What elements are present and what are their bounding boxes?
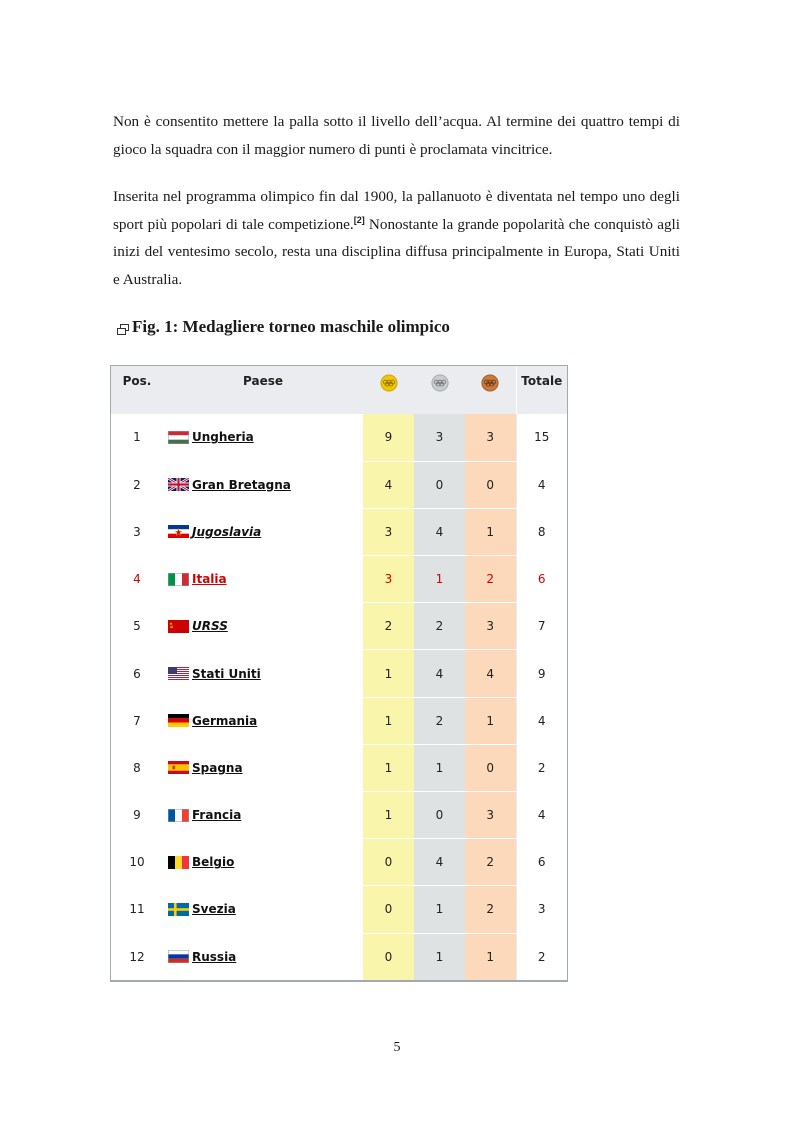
header-bronze xyxy=(465,366,516,414)
reference-link[interactable]: [2] xyxy=(353,214,365,225)
cell-country xyxy=(163,603,363,650)
country-link[interactable]: Belgio xyxy=(192,855,235,870)
cell-bronze: 1 xyxy=(465,933,516,980)
table-row-highlighted xyxy=(111,556,567,603)
cell-country xyxy=(163,697,363,744)
flag-hungary-icon xyxy=(168,431,189,444)
cell-total: 6 xyxy=(516,556,567,603)
flag-usa-icon xyxy=(168,667,189,680)
flag-ussr-icon xyxy=(168,620,189,633)
cell-bronze: 0 xyxy=(465,461,516,508)
cell-pos: 2 xyxy=(111,461,163,508)
country-link[interactable]: Jugoslavia xyxy=(192,524,262,539)
cell-pos: 6 xyxy=(111,650,163,697)
cell-silver: 1 xyxy=(414,744,465,791)
cell-silver: 4 xyxy=(414,508,465,555)
paragraph-history-part1: Inserita nel programma olimpico fin dal 1900, la pallanuoto è diventata nel tempo uno degli sport più popolari di tale competizione. xyxy=(113,188,680,233)
figure-caption xyxy=(116,314,450,340)
paragraph-history xyxy=(113,183,680,293)
table-row xyxy=(111,650,567,697)
flag-great-britain-icon xyxy=(168,478,189,491)
country-link[interactable]: Gran Bretagna xyxy=(192,477,291,492)
country-link[interactable]: Ungheria xyxy=(192,430,254,445)
cell-gold: 1 xyxy=(363,697,414,744)
cell-country xyxy=(163,414,363,461)
header-pos: Pos. xyxy=(111,366,163,414)
header-gold xyxy=(363,366,414,414)
cell-pos: 4 xyxy=(111,556,163,603)
cell-silver: 3 xyxy=(414,414,465,461)
country-link[interactable]: URSS xyxy=(192,619,228,634)
paragraph-rules: Non è consentito mettere la palla sotto il livello dell’acqua. Al termine dei quattro tempi di gioco la squadra con il maggior numero di punti è proclamata vincitrice. xyxy=(113,113,680,158)
table-row xyxy=(111,886,567,933)
cell-pos: 8 xyxy=(111,744,163,791)
cell-country xyxy=(163,461,363,508)
silver-medal-icon xyxy=(431,374,449,392)
country-link[interactable]: Stati Uniti xyxy=(192,666,261,681)
cell-pos: 7 xyxy=(111,697,163,744)
cell-silver: 1 xyxy=(414,933,465,980)
cell-silver: 1 xyxy=(414,886,465,933)
cell-gold: 0 xyxy=(363,886,414,933)
header-paese: Paese xyxy=(163,366,363,414)
paragraph-history-part2: Nonostante la grande popolarità che conquistò agli inizi del ventesimo secolo, resta una disciplina diffusa principalmente in Europa, Stati Uniti e Australia. xyxy=(113,215,680,288)
cell-country xyxy=(163,508,363,555)
flag-france-icon xyxy=(168,809,189,822)
flag-germany-icon xyxy=(168,714,189,727)
flag-belgium-icon xyxy=(168,856,189,869)
table-row xyxy=(111,792,567,839)
cell-country xyxy=(163,556,363,603)
flag-sweden-icon xyxy=(168,903,189,916)
cell-bronze: 4 xyxy=(465,650,516,697)
medal-table xyxy=(111,366,567,980)
cell-total: 9 xyxy=(516,650,567,697)
cell-gold: 9 xyxy=(363,414,414,461)
cell-pos: 9 xyxy=(111,792,163,839)
cell-country xyxy=(163,886,363,933)
cell-gold: 1 xyxy=(363,792,414,839)
cell-silver: 0 xyxy=(414,792,465,839)
table-header-row xyxy=(111,366,567,414)
cell-bronze: 2 xyxy=(465,839,516,886)
cell-gold: 2 xyxy=(363,603,414,650)
cell-silver: 1 xyxy=(414,556,465,603)
cell-bronze: 3 xyxy=(465,792,516,839)
window-icon xyxy=(116,323,130,337)
cell-pos: 1 xyxy=(133,430,141,445)
cell-country xyxy=(163,744,363,791)
table-row xyxy=(111,839,567,886)
flag-russia-icon xyxy=(168,950,189,963)
table-row xyxy=(111,461,567,508)
flag-spain-icon xyxy=(168,761,189,774)
cell-silver: 2 xyxy=(414,603,465,650)
cell-bronze: 1 xyxy=(465,697,516,744)
cell-bronze: 3 xyxy=(465,603,516,650)
cell-pos: 10 xyxy=(111,839,163,886)
cell-total: 6 xyxy=(516,839,567,886)
table-row xyxy=(111,933,567,980)
country-link[interactable]: Italia xyxy=(192,572,227,587)
country-link[interactable]: Francia xyxy=(192,808,242,823)
cell-gold: 1 xyxy=(363,744,414,791)
cell-silver: 4 xyxy=(414,839,465,886)
cell-total: 4 xyxy=(516,461,567,508)
header-silver xyxy=(414,366,465,414)
cell-country xyxy=(163,839,363,886)
cell-country xyxy=(163,792,363,839)
header-totale: Totale xyxy=(516,366,567,414)
cell-bronze: 0 xyxy=(465,744,516,791)
cell-bronze: 2 xyxy=(465,556,516,603)
cell-country xyxy=(163,933,363,980)
cell-total: 8 xyxy=(516,508,567,555)
cell-gold: 0 xyxy=(363,933,414,980)
cell-silver: 4 xyxy=(414,650,465,697)
cell-total: 15 xyxy=(516,414,567,461)
cell-silver: 2 xyxy=(414,697,465,744)
figure-caption-text: Fig. 1: Medagliere torneo maschile olimpico xyxy=(132,317,450,336)
bronze-medal-icon xyxy=(481,374,499,392)
cell-pos: 5 xyxy=(111,603,163,650)
cell-bronze: 3 xyxy=(465,414,516,461)
cell-silver: 0 xyxy=(414,461,465,508)
cell-country xyxy=(163,650,363,697)
cell-total: 4 xyxy=(516,697,567,744)
medal-table-container xyxy=(110,365,568,982)
cell-gold: 3 xyxy=(363,556,414,603)
country-link[interactable]: Svezia xyxy=(192,902,236,917)
cell-total: 2 xyxy=(516,744,567,791)
cell-total: 7 xyxy=(516,603,567,650)
country-link[interactable]: Germania xyxy=(192,713,258,728)
page-number: 5 xyxy=(393,1040,401,1055)
cell-total: 3 xyxy=(516,886,567,933)
table-row xyxy=(111,508,567,555)
table-row xyxy=(111,744,567,791)
flag-italy-icon xyxy=(168,573,189,586)
cell-gold: 0 xyxy=(363,839,414,886)
cell-pos: 3 xyxy=(111,508,163,555)
country-link[interactable]: Russia xyxy=(192,949,237,964)
cell-gold: 3 xyxy=(363,508,414,555)
flag-yugoslavia-icon xyxy=(168,525,189,538)
cell-bronze: 2 xyxy=(465,886,516,933)
cell-bronze: 1 xyxy=(465,508,516,555)
gold-medal-icon xyxy=(380,374,398,392)
cell-gold: 4 xyxy=(363,461,414,508)
table-row xyxy=(111,414,567,461)
table-row xyxy=(111,603,567,650)
cell-gold: 1 xyxy=(363,650,414,697)
cell-pos: 12 xyxy=(111,933,163,980)
cell-total: 2 xyxy=(516,933,567,980)
country-link[interactable]: Spagna xyxy=(192,760,243,775)
cell-pos: 11 xyxy=(111,886,163,933)
table-row xyxy=(111,697,567,744)
cell-total: 4 xyxy=(516,792,567,839)
